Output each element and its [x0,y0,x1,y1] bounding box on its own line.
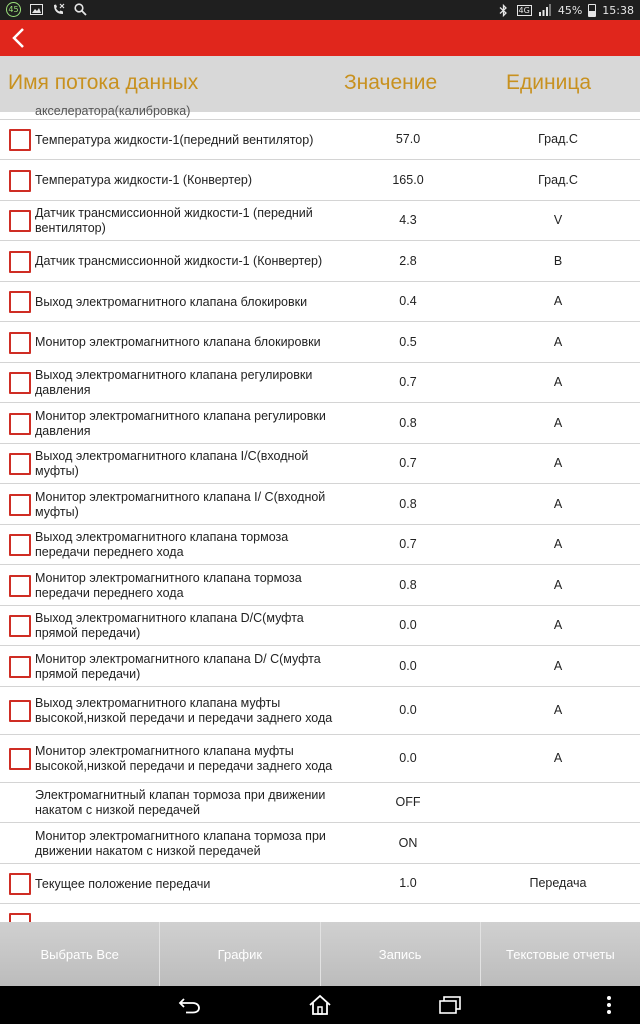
row-name: Электромагнитный клапан тормоза при движении накатом с низкой передачей [35,788,326,817]
bluetooth-icon [497,3,511,17]
row-name: Монитор электромагнитного клапана I/ C(входной муфты) [35,489,326,519]
row-checkbox[interactable] [9,372,31,394]
table-row[interactable] [0,282,640,322]
network-type: 4G [518,5,530,15]
row-name: Монитор электромагнитного клапана тормоза передачи переднего хода [35,570,302,600]
action-bar [0,922,640,986]
row-name: Текущее положение передачи [35,876,211,891]
table-row[interactable] [0,363,640,403]
select-all-button[interactable]: Выбрать Все [0,922,160,986]
row-value: 0.7 [399,537,417,551]
row-unit: A [553,456,563,470]
list-item-partial [0,104,640,120]
table-row[interactable] [0,525,640,565]
home-icon [308,994,332,1016]
back-icon [178,996,202,1014]
row-unit: A [553,496,563,511]
table-row[interactable] [0,783,640,823]
table-row[interactable] [0,120,640,160]
row-checkbox[interactable] [9,615,31,637]
table-row[interactable] [0,160,640,201]
row-checkbox[interactable] [9,534,31,556]
partial-row-name: акселератора(калибровка) [35,104,191,118]
table-row[interactable] [0,565,640,606]
row-value: 1.0 [399,876,417,890]
row-value: 0.4 [399,294,417,308]
status-right [497,3,634,17]
notification-badge: 45 [6,2,21,17]
row-checkbox[interactable] [9,170,31,192]
row-name: Датчик трансмиссионной жидкости-1 (передний вентилятор) [35,206,313,235]
row-checkbox[interactable] [9,453,31,475]
back-button[interactable] [0,20,36,56]
row-value: 0.5 [399,334,417,349]
row-name: Выход электромагнитного клапана тормоза передачи переднего хода [35,530,289,559]
battery-percent: 45% [557,3,583,17]
header-value: Значение [344,71,438,94]
row-checkbox[interactable] [9,873,31,895]
row-unit: Град.С [538,172,578,187]
row-checkbox[interactable] [9,291,31,313]
row-checkbox[interactable] [9,251,31,273]
row-value: 0.0 [399,658,417,673]
status-left [6,2,87,17]
battery-icon [588,4,596,17]
row-unit: A [553,334,563,349]
row-checkbox[interactable] [9,656,31,678]
row-unit: A [553,537,563,551]
row-unit: A [553,577,563,592]
row-unit: В [553,253,563,268]
row-name: Выход электромагнитного клапана муфты высокой,низкой передачи и передачи заднего хода [35,696,333,725]
row-checkbox[interactable] [9,700,31,722]
signal-icon [538,3,552,17]
row-value: 0.0 [399,703,417,717]
row-checkbox[interactable] [9,210,31,232]
graph-button[interactable]: График [160,922,320,986]
table-row[interactable] [0,322,640,363]
recents-icon [438,995,462,1015]
table-row[interactable] [0,201,640,241]
row-name: Датчик трансмиссионной жидкости-1 (Конвертер) [35,254,323,268]
row-value: 2.8 [399,253,417,268]
row-value: 0.8 [399,415,417,430]
clock: 15:38 [602,3,634,17]
row-value: 57.0 [395,132,421,146]
image-icon [29,3,43,17]
table-row[interactable] [0,823,640,864]
row-name: Выход электромагнитного клапана D/C(муфта прямой передачи) [35,611,304,640]
row-value: 165.0 [392,172,424,187]
table-row[interactable] [0,606,640,646]
row-value: 0.8 [399,496,417,511]
row-checkbox[interactable] [9,494,31,516]
back-arrow-icon [10,27,26,49]
table-row[interactable] [0,735,640,783]
table-row[interactable] [0,444,640,484]
table-row[interactable] [0,687,640,735]
row-name: Выход электромагнитного клапана регулировки давления [35,368,313,397]
table-row[interactable] [0,241,640,282]
table-row[interactable] [0,403,640,444]
row-name: Монитор электромагнитного клапана тормоза при движении накатом с низкой передачей [35,828,326,858]
row-name: Выход электромагнитного клапана блокировки [35,294,308,309]
row-value: 0.7 [399,456,417,470]
row-name: Монитор электромагнитного клапана блокировки [35,335,321,349]
row-unit: A [553,751,563,765]
row-unit: A [553,294,563,308]
navigation-bar [0,986,640,1024]
row-checkbox[interactable] [9,575,31,597]
row-value: OFF [395,795,421,809]
app-bar [0,20,640,56]
row-name: Монитор электромагнитного клапана регулировки давления [35,408,326,438]
nav-recents-button[interactable] [438,994,462,1016]
nav-home-button[interactable] [308,994,332,1016]
nav-back-button[interactable] [178,994,202,1016]
row-value: 0.8 [399,577,417,592]
text-reports-button[interactable]: Текстовые отчеты [481,922,640,986]
row-unit: A [553,618,563,632]
row-name: Монитор электромагнитного клапана муфты высокой,низкой передачи и передачи заднего хода [35,744,333,773]
row-unit: Град.С [538,132,578,146]
status-bar [0,0,640,20]
table-row[interactable] [0,484,640,525]
nav-menu-button[interactable] [597,994,621,1016]
missed-call-icon [51,3,65,17]
row-value: 4.3 [399,213,417,227]
row-unit: A [553,658,563,673]
row-checkbox[interactable] [9,332,31,354]
row-unit: Передача [529,876,587,890]
data-stream-list[interactable] [0,104,640,922]
row-checkbox[interactable] [9,748,31,770]
header-name: Имя потока данных [8,71,199,94]
table-row[interactable] [0,646,640,687]
search-icon [73,3,87,17]
row-value: 0.0 [399,751,417,765]
row-unit: V [553,213,563,227]
row-name: Монитор электромагнитного клапана D/ C(муфта прямой передачи) [35,651,321,681]
row-name: Выход электромагнитного клапана I/C(входной муфты) [35,449,309,478]
row-value: 0.7 [399,375,417,389]
row-name: Температура жидкости-1(передний вентилятор) [35,132,314,147]
table-row[interactable] [0,864,640,904]
row-unit: A [553,703,563,717]
row-unit: A [553,415,563,430]
row-unit: A [553,375,563,389]
menu-icon [605,995,613,1015]
header-unit: Единица [506,71,592,94]
row-value: 0.0 [399,618,417,632]
row-value: ON [398,835,418,850]
row-checkbox[interactable] [9,413,31,435]
row-name: Температура жидкости-1 (Конвертер) [35,173,253,187]
record-button[interactable]: Запись [321,922,481,986]
row-checkbox[interactable] [9,129,31,151]
